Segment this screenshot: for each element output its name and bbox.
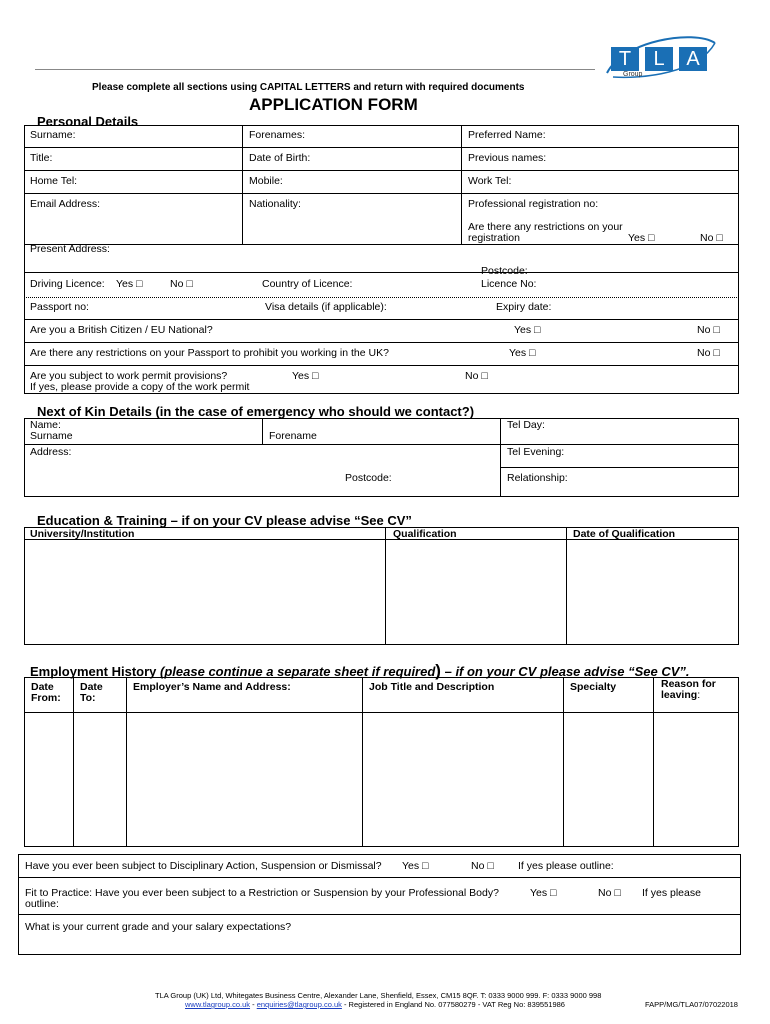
nationality-label[interactable]: Nationality: [249,198,301,210]
previous-names-label[interactable]: Previous names: [468,152,547,164]
footer-sep: - [250,1000,257,1009]
employment-heading-e: if on your CV please advise “See CV”. [455,664,690,679]
surname-label[interactable]: Surname: [30,129,76,141]
employment-col-to-1: Date [80,681,103,693]
personal-row-line [24,244,739,245]
grade-label[interactable]: What is your current grade and your salary expectations? [25,921,292,933]
education-col-qual: Qualification [393,528,457,540]
passport-restrict-no-checkbox[interactable]: No □ [697,347,720,359]
passport-restrict-label: Are there any restrictions on your Passport to prohibit you working in the UK? [30,347,389,359]
work-permit-yes-checkbox[interactable]: Yes □ [292,370,319,382]
personal-heading: Personal Details [37,114,139,129]
kin-address-label[interactable]: Address: [30,446,72,458]
personal-row-line [24,147,739,148]
british-yes-checkbox[interactable]: Yes □ [514,324,541,336]
employment-col-specialty: Specialty [570,681,617,693]
logo-letter-a: A [686,48,700,70]
passport-restrict-yes-checkbox[interactable]: Yes □ [509,347,536,359]
employment-col3 [362,677,363,847]
kin-relationship-label[interactable]: Relationship: [507,472,568,484]
logo-letter-l: L [653,48,665,70]
personal-row-line [24,272,739,273]
employment-col2 [126,677,127,847]
employment-col-to-2: To: [80,692,96,704]
prof-reg-label[interactable]: Professional registration no: [468,198,599,210]
employment-col-job: Job Title and Description [369,681,495,693]
personal-row-line [24,170,739,171]
personal-row-dotted [24,297,739,298]
driving-yes-checkbox[interactable]: Yes □ [116,278,143,290]
employment-col-from-1: Date [31,681,54,693]
disciplinary-yes-checkbox[interactable]: Yes □ [402,860,429,872]
footer-website-link[interactable]: www.tlagroup.co.uk [185,1000,251,1009]
mobile-label[interactable]: Mobile: [249,175,283,187]
disciplinary-outline-label[interactable]: If yes please outline: [518,860,614,872]
restrictions-yes-checkbox[interactable]: Yes □ [628,232,655,244]
employment-col-employer: Employer’s Name and Address: [133,681,291,693]
kin-box [24,418,739,497]
kin-heading: Next of Kin Details (in the case of emergency who should we contact?) [37,404,475,419]
country-licence-label[interactable]: Country of Licence: [262,278,353,290]
work-tel-label[interactable]: Work Tel: [468,175,512,187]
footer-line2 [185,999,565,1011]
kin-surname-label[interactable]: Surname [30,430,73,442]
visa-label[interactable]: Visa details (if applicable): [265,301,387,313]
employment-col1 [73,677,74,847]
fitness-label-l2: outline: [25,898,59,910]
personal-col2 [461,125,462,244]
postcode-label[interactable]: Postcode: [481,265,528,277]
work-permit-no-checkbox[interactable]: No □ [465,370,488,382]
personal-row-line [24,193,739,194]
kin-tel-day-label[interactable]: Tel Day: [507,419,545,431]
licence-no-label[interactable]: Licence No: [481,278,537,290]
driving-licence-label: Driving Licence: [30,278,105,290]
instruction-text: Please complete all sections using CAPITAL LETTERS and return with required documents [92,82,525,93]
disciplinary-no-checkbox[interactable]: No □ [471,860,494,872]
footer-registration: - Registered in England No. 077580279 - VAT Reg No: 839551986 [341,1000,565,1009]
disciplinary-label: Have you ever been subject to Disciplinary Action, Suspension or Dismissal? [25,860,382,872]
british-no-checkbox[interactable]: No □ [697,324,720,336]
fitness-yes-checkbox[interactable]: Yes □ [530,887,557,899]
employment-col-reason-1: Reason for [661,678,716,690]
work-permit-label-l1: Are you subject to work permit provisions? [30,370,228,382]
restrictions-no-checkbox[interactable]: No □ [700,232,723,244]
questions-row-line [18,914,741,915]
questions-row-line [18,877,741,878]
restrictions-label-l1: Are there any restrictions on your [468,221,623,233]
education-col1 [385,527,386,645]
kin-forename-label[interactable]: Forename [269,430,317,442]
header-rule [35,69,595,70]
employment-header-line [24,712,739,713]
logo-sub: Group [623,71,643,78]
forenames-label[interactable]: Forenames: [249,129,306,141]
kin-name-label: Name: [30,419,61,431]
employment-col-reason-colon: : [697,689,701,701]
employment-heading-c: ) [435,661,441,680]
driving-no-checkbox[interactable]: No □ [170,278,193,290]
kin-row-line-right [500,467,739,468]
restrictions-label-l2: registration [468,232,520,244]
tla-logo [603,33,719,81]
kin-col-right [500,418,501,497]
fitness-label-l1: Fit to Practice: Have you ever been subject to a Restriction or Suspension by your Professional Body? [25,887,499,899]
expiry-label[interactable]: Expiry date: [496,301,552,313]
education-heading: Education & Training – if on your CV please advise “See CV” [37,513,412,528]
employment-col-reason-word: leaving [661,689,698,701]
employment-heading-b: (please continue a separate sheet if required [160,664,436,679]
passport-label[interactable]: Passport no: [30,301,89,313]
kin-col-left [262,418,263,444]
employment-col-reason-2 [661,689,700,701]
footer-email-link[interactable]: enquiries@tlagroup.co.uk [256,1000,342,1009]
education-col-uni: University/Institution [30,528,135,540]
education-col-date: Date of Qualification [573,528,676,540]
employment-box [24,677,739,847]
employment-col-from-2: From: [31,692,61,704]
dob-label[interactable]: Date of Birth: [249,152,311,164]
personal-col1 [242,125,243,244]
personal-row-line [24,319,739,320]
education-box [24,527,739,645]
footer-ref: FAPP/MG/TLA07/07022018 [645,1000,738,1009]
personal-row-line [24,342,739,343]
fitness-if-yes-label: If yes please [642,887,701,899]
fitness-no-checkbox[interactable]: No □ [598,887,621,899]
employment-heading-a: Employment History [30,664,161,679]
british-label: Are you a British Citizen / EU National? [30,324,213,336]
employment-col5 [653,677,654,847]
employment-heading-d: – [440,664,456,679]
form-title: APPLICATION FORM [249,95,418,114]
email-label[interactable]: Email Address: [30,198,101,210]
education-col2 [566,527,567,645]
work-permit-label-l2: If yes, please provide a copy of the work permit [30,381,250,393]
logo-letter-t: T [618,48,632,70]
present-address-label[interactable]: Present Address: [30,243,110,255]
home-tel-label[interactable]: Home Tel: [30,175,78,187]
kin-tel-evening-label[interactable]: Tel Evening: [507,446,565,458]
title-label[interactable]: Title: [30,152,53,164]
personal-row-line [24,365,739,366]
preferred-name-label[interactable]: Preferred Name: [468,129,546,141]
kin-row-line [24,444,739,445]
employment-col4 [563,677,564,847]
kin-postcode-label[interactable]: Postcode: [345,472,392,484]
footer-address: TLA Group (UK) Ltd, Whitegates Business Centre, Alexander Lane, Shenfield, Essex, CM15 8QF. T: 0333 9000 999. F: 0333 9000 998 [155,991,602,1000]
